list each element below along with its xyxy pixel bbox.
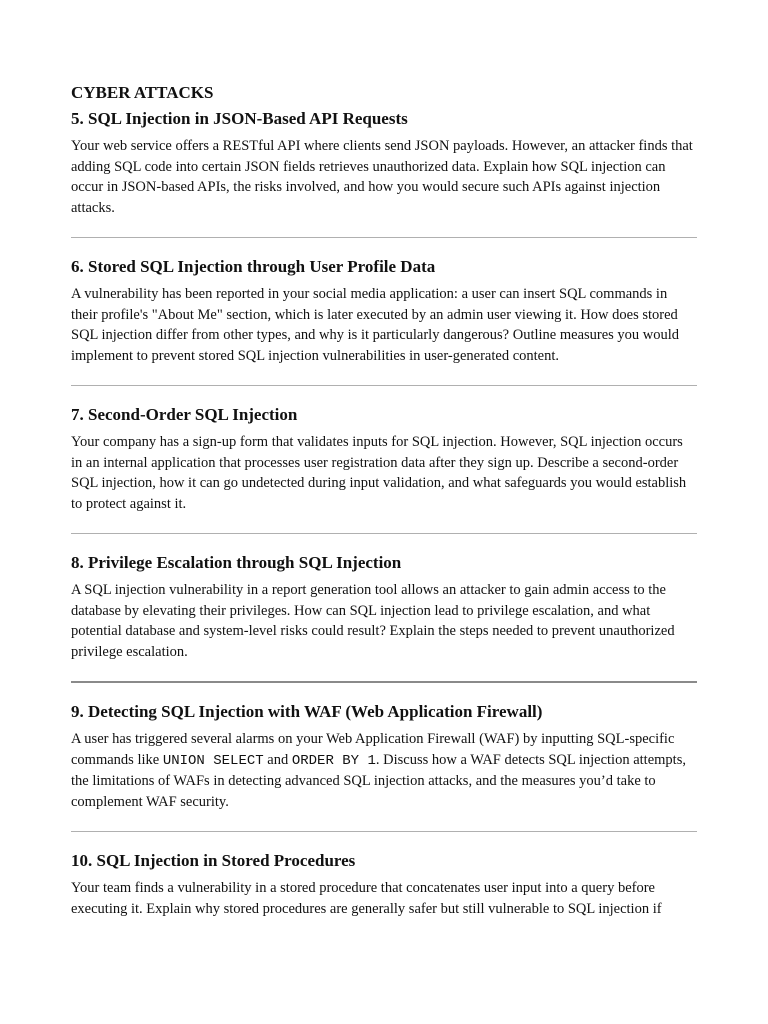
section-divider (71, 237, 697, 238)
code-snippet: UNION SELECT (162, 752, 264, 769)
question-heading: 5. SQL Injection in JSON-Based API Requests (71, 109, 408, 128)
section-divider (71, 385, 697, 386)
body-text: and (263, 751, 292, 768)
question-heading: 9. Detecting SQL Injection with WAF (Web Application Firewall) (71, 702, 543, 721)
section-divider (71, 831, 697, 832)
question-section-8 (71, 552, 697, 662)
body-text: . Discuss how a WAF detects SQL injection attempts, the limitations of WAFs in detecting advanced SQL injection attacks, and the measures you’d take to complement WAF security. (71, 751, 686, 810)
code-snippet: ORDER BY 1 (291, 752, 376, 769)
section-divider (71, 533, 697, 534)
question-body: Your company has a sign-up form that validates inputs for SQL injection. However, SQL injection occurs in an internal application that processes user registration data after they sign up. Describe a second-order SQL injection, how it can go undetected during input validation, and what safeguards you would establish to protect against it. (71, 434, 687, 512)
question-body: A vulnerability has been reported in your social media application: a user can insert SQL commands in their profile's "About Me" section, which is later executed by an admin user viewing it. How does stored SQL injection differ from other types, and why is it particularly dangerous? Outline measures you would implement to prevent stored SQL injection vulnerabilities in user-generated content. (71, 286, 680, 364)
question-section-9 (71, 701, 697, 812)
question-body: Your team finds a vulnerability in a stored procedure that concatenates user input into a query before executing it. Explain why stored procedures are generally safer but still vulnerable to SQL injection if (71, 880, 662, 917)
question-heading: 10. SQL Injection in Stored Procedures (71, 851, 356, 870)
question-section-6 (71, 256, 697, 366)
question-heading: 8. Privilege Escalation through SQL Injection (71, 553, 402, 572)
question-section-5 (71, 108, 697, 218)
question-section-10 (71, 850, 697, 919)
question-heading: 7. Second-Order SQL Injection (71, 405, 298, 424)
body-text: A user has triggered several alarms on your Web Application Firewall (WAF) by inputting SQL-specific commands like (71, 731, 675, 768)
question-heading: 6. Stored SQL Injection through User Profile Data (71, 257, 436, 276)
question-body (71, 729, 697, 812)
question-body: Your web service offers a RESTful API where clients send JSON payloads. However, an attacker finds that adding SQL code into certain JSON fields retrieves unauthorized data. Explain how SQL injection can occur in JSON-based APIs, the risks involved, and how you would secure such APIs against injection attacks. (71, 138, 693, 216)
document-title: CYBER ATTACKS (71, 83, 214, 102)
section-divider (71, 681, 697, 683)
question-section-7 (71, 404, 697, 514)
question-body: A SQL injection vulnerability in a report generation tool allows an attacker to gain admin access to the database by elevating their privileges. How can SQL injection lead to privilege escalation, and what potential database and system-level risks could result? Explain the steps needed to prevent unauthorized privilege escalation. (71, 582, 675, 660)
